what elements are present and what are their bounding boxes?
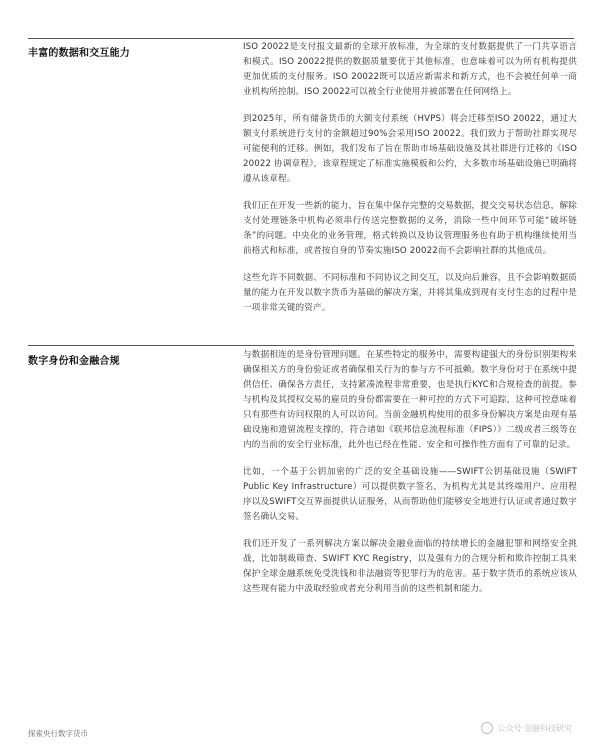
paragraph: 我们正在开发一些新的能力，旨在集中保存完整的交易数据，提交交易状态信息，解除支付处理链条中机构必须串行传送完整数据的义务，消除一些中间环节可能“破坏链条”的问题。中央化的业务管理，格式转换以及协议管理服务也有助于机构继续使用当前格式和标准，或者按自身的节奏实施ISO 20022而不会影响社群的其他成员。 xyxy=(243,201,577,256)
section-divider-2 xyxy=(28,345,574,346)
paragraph: 与数据相连的是身份管理问题。在某些特定的服务中，需要构建强大的身份识别架构来确保相关方的身份验证或者确保相关行为的参与方不可抵赖。数字身份对于在系统中提供信任、确保各方责任，支持紧凑流程非常重要，也是执行KYC和合规检查的前提。参与机构及其授权交易的雇员的身份都需要在一种可控的方式下可追踪，这种可控意味着只有那些有访问权限的人可以访问。当前金融机构使用的很多身份解决方案是由现有基础设施和遗留流程支撑的，符合诸如《联邦信息流程标准（FIPS）》二级或者三级等在内的当前的安全行业标准，此外也已经在性能、安全和可操作性方面有了可靠的记录。 xyxy=(243,350,577,450)
paragraph: 这些允许不同数据、不同标准和不同协议之间交互，以及向后兼容，且不会影响数据质量的能力在开发以数字货币为基础的解决方案，并将其集成到现有支付生态的过程中是一项非常关键的资产。 xyxy=(243,273,577,313)
section-title-2: 数字身份和金融合规 xyxy=(28,356,120,367)
watermark xyxy=(481,722,572,734)
paragraph: 到2025年，所有储备货币的大额支付系统（HVPS）将会迁移至ISO 20022，通过大额支付系统进行支付的金额超过90%会采用ISO 20022。我们致力于帮助社群实现尽可能便利的迁移。例如，我们发布了旨在帮助市场基础设施及其社群进行迁移的《ISO 20022 协调章程》，该章程规定了标准实施模板和公约，大多数市场基础设施已明确将遵从该章程。 xyxy=(243,114,577,184)
section-body-1 xyxy=(243,40,577,328)
paragraph: 比如，一个基于公钥加密的广泛的安全基础设施——SWIFT公钥基础设施（SWIFT Public Key Infrastructure）可以提供数字签名，为机构尤其是其终端用户、应用程序以及SWIFT交互界面提供认证服务，从而帮助他们能够安全地进行认证或者通过数字签名确认交易。 xyxy=(243,467,577,522)
paragraph: 我们还开发了一系列解决方案以解决金融业面临的持续增长的金融犯罪和网络安全挑战，比如制裁筛查、SWIFT KYC Registry，以及强有力的合规分析和欺诈控制工具来保护全球金融系统免受洗钱和非法融资等犯罪行为的危害。基于数字货币的系统应该从这些现有能力中汲取经验或者充分利用当前的这些机制和能力。 xyxy=(243,539,577,594)
paragraph: ISO 20022是支付报文最新的全球开放标准，为全球的支付数据提供了一门共享语言和模式。ISO 20022提供的数据质量要优于其他标准，也意味着可以为所有机构提供更加优质的支付服务。ISO 20022既可以适应新需求和新方式，也不会被任何单一商业机构所控制。ISO 20022可以被全行业使用并被部署在任何网络上。 xyxy=(243,42,577,97)
watermark-text: 公众号·金融科技研究 xyxy=(497,723,572,733)
wechat-icon xyxy=(481,722,493,734)
section-divider-1 xyxy=(28,38,574,39)
section-title-1: 丰富的数据和交互能力 xyxy=(28,48,130,59)
section-body-2 xyxy=(243,348,577,609)
footer-source: 探索央行数字货币 xyxy=(28,729,88,738)
